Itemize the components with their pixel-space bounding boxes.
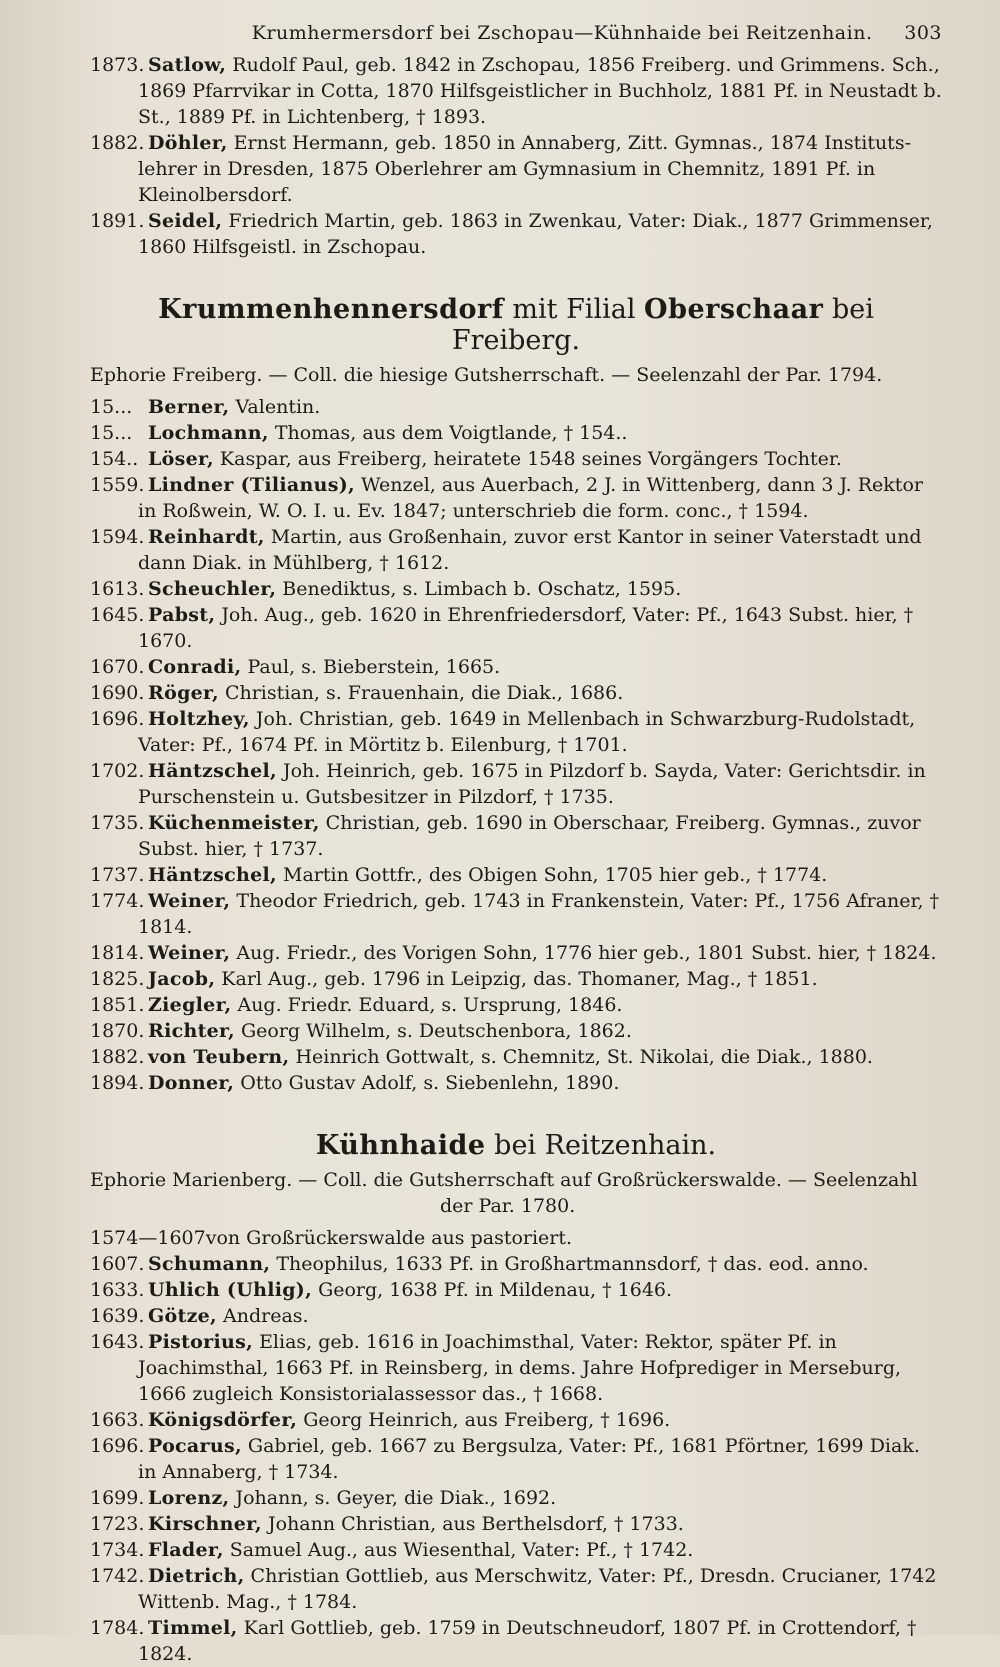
entry-text: Christian, geb. 1690 in Oberschaar, Freiberg. Gymnas., zuvor Subst. hier, † 1737. xyxy=(138,812,921,860)
entry-name: Häntzschel, xyxy=(148,760,277,782)
entry-name: Döhler, xyxy=(148,132,228,154)
section-title-kuehnhaide xyxy=(90,1130,942,1161)
entry-year: 1735. xyxy=(90,812,145,834)
entry-name: Götze, xyxy=(148,1305,217,1327)
pastor-entry xyxy=(90,992,942,1018)
pastor-entry xyxy=(90,52,942,130)
pastor-entry xyxy=(90,472,942,524)
entry-year: 1723. xyxy=(90,1513,145,1535)
entry-name: Jacob, xyxy=(148,968,216,990)
pastor-entry xyxy=(90,1433,942,1485)
pastor-entry xyxy=(90,1615,942,1667)
pastor-entry xyxy=(90,1251,942,1277)
entry-year: 1891. xyxy=(90,210,145,232)
entry-text: Paul, s. Bieberstein, 1665. xyxy=(247,656,501,678)
entry-text: Aug. Friedr., des Vorigen Sohn, 1776 hier geb., 1801 Subst. hier, † 1824. xyxy=(236,942,937,964)
entry-text: Joh. Heinrich, geb. 1675 in Pilzdorf b. Sayda, Vater: Gerichtsdir. in Purschenstein u. Gutsbesitzer in Pilzdorf, † 1735. xyxy=(138,760,926,808)
entry-name: Pabst, xyxy=(148,604,216,626)
entry-text: Karl Aug., geb. 1796 in Leipzig, das. Thomaner, Mag., † 1851. xyxy=(221,968,818,990)
entry-name: Lorenz, xyxy=(148,1487,230,1509)
entry-name: Donner, xyxy=(148,1072,235,1094)
entry-name: Ziegler, xyxy=(148,994,232,1016)
pastor-entry xyxy=(90,1537,942,1563)
entry-text: Aug. Friedr. Eduard, s. Ursprung, 1846. xyxy=(237,994,623,1016)
entry-name: Weiner, xyxy=(148,890,231,912)
entry-year: 1663. xyxy=(90,1409,145,1431)
entry-name: Holtzhey, xyxy=(148,708,250,730)
entry-name: Reinhardt, xyxy=(148,526,265,548)
entry-name: Richter, xyxy=(148,1020,235,1042)
entry-year: 1814. xyxy=(90,942,145,964)
entry-name: Conradi, xyxy=(148,656,242,678)
entry-text: Friedrich Martin, geb. 1863 in Zwenkau, Vater: Diak., 1877 Grimmenser, 1860 Hilfsgeistl. in Zschopau. xyxy=(138,210,933,258)
pastor-entry xyxy=(90,208,942,260)
entries-continued xyxy=(90,52,942,260)
pastor-entry xyxy=(90,446,942,472)
entry-year: 1870. xyxy=(90,1020,145,1042)
entry-year: 1696. xyxy=(90,708,145,730)
entry-name: Scheuchler, xyxy=(148,578,277,600)
entry-year: 1894. xyxy=(90,1072,145,1094)
entry-name: Dietrich, xyxy=(148,1565,245,1587)
parish-info: Ephorie Freiberg. — Coll. die hiesige Gutsherrschaft. — Seelenzahl der Par. 1794. xyxy=(90,364,883,386)
pastor-entry xyxy=(90,706,942,758)
entry-text: Rudolf Paul, geb. 1842 in Zschopau, 1856 Freiberg. und Grimmens. Sch., 1869 Pfarrvikar in Cotta, 1870 Hilfsgeistlicher in Buchholz, 1881 Pf. in Neustadt b. St., 1889 Pf. in Lichtenberg, † 1893. xyxy=(138,54,942,128)
page-number: 303 xyxy=(904,22,942,44)
entry-name: Häntzschel, xyxy=(148,864,277,886)
entry-name: Löser, xyxy=(148,448,214,470)
pastor-entry xyxy=(90,576,942,602)
entry-name: Seidel, xyxy=(148,210,223,232)
pastor-entry xyxy=(90,1485,942,1511)
title-connector: mit Filial xyxy=(512,294,636,325)
entry-year: 1737. xyxy=(90,864,145,886)
entry-text: Johann Christian, aus Berthelsdorf, † 1733. xyxy=(268,1513,684,1535)
entry-text: Georg Heinrich, aus Freiberg, † 1696. xyxy=(303,1409,671,1431)
entry-name: Kirschner, xyxy=(148,1513,262,1535)
pastor-entry xyxy=(90,680,942,706)
running-title: Krumhermersdorf bei Zschopau—Kühnhaide bei Reitzenhain. xyxy=(251,22,873,44)
pastor-entry xyxy=(90,130,942,208)
entry-year: 1643. xyxy=(90,1331,145,1353)
pastor-entry xyxy=(90,602,942,654)
title-location: bei Reitzenhain. xyxy=(494,1130,717,1161)
filial-name: Oberschaar xyxy=(644,294,824,325)
pastor-entry xyxy=(90,1018,942,1044)
parish-info: Ephorie Marienberg. — Coll. die Gutsherrschaft auf Großrückerswalde. — Seelenzahl der Par. 1780. xyxy=(90,1169,918,1217)
pastor-entry xyxy=(90,862,942,888)
entry-name: Weiner, xyxy=(148,942,231,964)
entry-name: Satlow, xyxy=(148,54,227,76)
pastor-entry xyxy=(90,394,942,420)
pastor-entry xyxy=(90,966,942,992)
entry-text: Christian Gottlieb, aus Merschwitz, Vater: Pf., Dresdn. Crucianer, 1742 Wittenb. Mag., † 1784. xyxy=(138,1565,937,1613)
entry-name: Lindner (Tilianus), xyxy=(148,474,355,496)
entry-text: Gabriel, geb. 1667 zu Bergsulza, Vater: Pf., 1681 Pförtner, 1699 Diak. in Annaberg, † 1734. xyxy=(138,1435,920,1483)
entries-krummenhennersdorf xyxy=(90,394,942,1096)
entry-text: Andreas. xyxy=(223,1305,309,1327)
pastor-entry xyxy=(90,758,942,810)
entry-text: Theophilus, 1633 Pf. in Großhartmannsdorf, † das. eod. anno. xyxy=(276,1253,869,1275)
entry-text: Samuel Aug., aus Wiesenthal, Vater: Pf., † 1742. xyxy=(229,1539,694,1561)
entry-name: Flader, xyxy=(148,1539,224,1561)
entry-year: 1696. xyxy=(90,1435,145,1457)
parish-name: Krummenhennersdorf xyxy=(158,294,504,325)
entry-name: Berner, xyxy=(148,396,230,418)
entry-year: 1690. xyxy=(90,682,145,704)
entry-year: 1645. xyxy=(90,604,145,626)
entry-text: Martin, aus Großenhain, zuvor erst Kantor in seiner Vaterstadt und dann Diak. in Mühlberg, † 1612. xyxy=(138,526,922,574)
running-header xyxy=(90,22,942,44)
pastor-entry xyxy=(90,1563,942,1615)
entry-year: 15... xyxy=(90,396,133,418)
entry-text: Johann, s. Geyer, die Diak., 1692. xyxy=(235,1487,557,1509)
entry-text: Georg, 1638 Pf. in Mildenau, † 1646. xyxy=(318,1279,673,1301)
pastor-entry xyxy=(90,1329,942,1407)
entry-year: 1774. xyxy=(90,890,145,912)
entry-text: Joh. Aug., geb. 1620 in Ehrenfriedersdorf, Vater: Pf., 1643 Subst. hier, † 1670. xyxy=(138,604,914,652)
entry-year: 1851. xyxy=(90,994,145,1016)
pastor-entry xyxy=(90,1044,942,1070)
entry-year: 1613. xyxy=(90,578,145,600)
section-title-krummenhennersdorf xyxy=(90,294,942,356)
entry-text: Joh. Christian, geb. 1649 in Mellenbach in Schwarzburg-Rudolstadt, Vater: Pf., 1674 Pf. in Mörtitz b. Eilenburg, † 1701. xyxy=(138,708,916,756)
pastor-entry xyxy=(90,1303,942,1329)
entry-text: Valentin. xyxy=(235,396,321,418)
pastor-entry xyxy=(90,1511,942,1537)
entry-year: 1882. xyxy=(90,1046,145,1068)
entry-name: Uhlich (Uhlig), xyxy=(148,1279,313,1301)
entry-text: Benediktus, s. Limbach b. Oschatz, 1595. xyxy=(282,578,682,600)
entry-text: von Großrückerswalde aus pastoriert. xyxy=(205,1227,573,1249)
entry-text: Heinrich Gottwalt, s. Chemnitz, St. Nikolai, die Diak., 1880. xyxy=(295,1046,873,1068)
entry-year: 1825. xyxy=(90,968,145,990)
pastor-entry xyxy=(90,940,942,966)
entry-year: 1882. xyxy=(90,132,145,154)
pastor-entry xyxy=(90,1225,942,1251)
entry-year: 1784. xyxy=(90,1617,145,1639)
entry-year: 1699. xyxy=(90,1487,145,1509)
entry-text: Elias, geb. 1616 in Joachimsthal, Vater: Rektor, später Pf. in Joachimsthal, 1663 Pf. in Reinsberg, in dems. Jahre Hofprediger in Merseburg, 1666 zugleich Konsistorialassessor das., † 1668. xyxy=(138,1331,902,1405)
entry-text: Georg Wilhelm, s. Deutschenbora, 1862. xyxy=(240,1020,632,1042)
entry-name: Timmel, xyxy=(148,1617,238,1639)
pastor-entry xyxy=(90,524,942,576)
entry-name: Röger, xyxy=(148,682,219,704)
entry-name: von Teubern, xyxy=(148,1046,290,1068)
entry-text: Otto Gustav Adolf, s. Siebenlehn, 1890. xyxy=(240,1072,620,1094)
entry-year: 1742. xyxy=(90,1565,145,1587)
pastor-entry xyxy=(90,1407,942,1433)
entry-name: Königsdörfer, xyxy=(148,1409,298,1431)
entry-name: Küchenmeister, xyxy=(148,812,320,834)
entry-name: Schumann, xyxy=(148,1253,271,1275)
entry-year: 1670. xyxy=(90,656,145,678)
entry-text: Kaspar, aus Freiberg, heiratete 1548 seines Vorgängers Tochter. xyxy=(219,448,842,470)
entry-year: 1702. xyxy=(90,760,145,782)
entry-text: Ernst Hermann, geb. 1850 in Annaberg, Zitt. Gymnas., 1874 Instituts-lehrer in Dresden, 1875 Oberlehrer am Gymnasium in Chemnitz, 1891 Pf. in Kleinolbersdorf. xyxy=(138,132,911,206)
pastor-entry xyxy=(90,810,942,862)
entry-name: Lochmann, xyxy=(148,422,269,444)
pastor-entry xyxy=(90,1277,942,1303)
entry-text: Karl Gottlieb, geb. 1759 in Deutschneudorf, 1807 Pf. in Crottendorf, † 1824. xyxy=(138,1617,917,1665)
pastor-entry xyxy=(90,888,942,940)
title-location: bei Freiberg. xyxy=(451,294,874,356)
entry-year: 1734. xyxy=(90,1539,145,1561)
entry-year: 1873. xyxy=(90,54,145,76)
entry-year: 1639. xyxy=(90,1305,145,1327)
pastor-entry xyxy=(90,654,942,680)
entry-year: 1607. xyxy=(90,1253,145,1275)
pastor-entry xyxy=(90,420,942,446)
entry-year: 1633. xyxy=(90,1279,145,1301)
entry-year: 154.. xyxy=(90,448,139,470)
entry-name: Pocarus, xyxy=(148,1435,242,1457)
entry-text: Wenzel, aus Auerbach, 2 J. in Wittenberg, dann 3 J. Rektor in Roßwein, W. O. I. u. Ev. 1847; unterschrieb die form. conc., † 1594. xyxy=(138,474,923,522)
entry-text: Martin Gottfr., des Obigen Sohn, 1705 hier geb., † 1774. xyxy=(283,864,828,886)
entry-text: Theodor Friedrich, geb. 1743 in Frankenstein, Vater: Pf., 1756 Afraner, † 1814. xyxy=(138,890,940,938)
entry-year: 1594. xyxy=(90,526,145,548)
entries-kuehnhaide xyxy=(90,1225,942,1667)
entry-name: Pistorius, xyxy=(148,1331,254,1353)
entry-year: 1559. xyxy=(90,474,145,496)
entry-text: Thomas, aus dem Voigtlande, † 154.. xyxy=(274,422,628,444)
parish-name: Kühnhaide xyxy=(315,1130,486,1161)
entry-year: 1574—1607 xyxy=(90,1227,206,1249)
entry-year: 15... xyxy=(90,422,133,444)
entry-text: Christian, s. Frauenhain, die Diak., 1686. xyxy=(224,682,624,704)
pastor-entry xyxy=(90,1070,942,1096)
